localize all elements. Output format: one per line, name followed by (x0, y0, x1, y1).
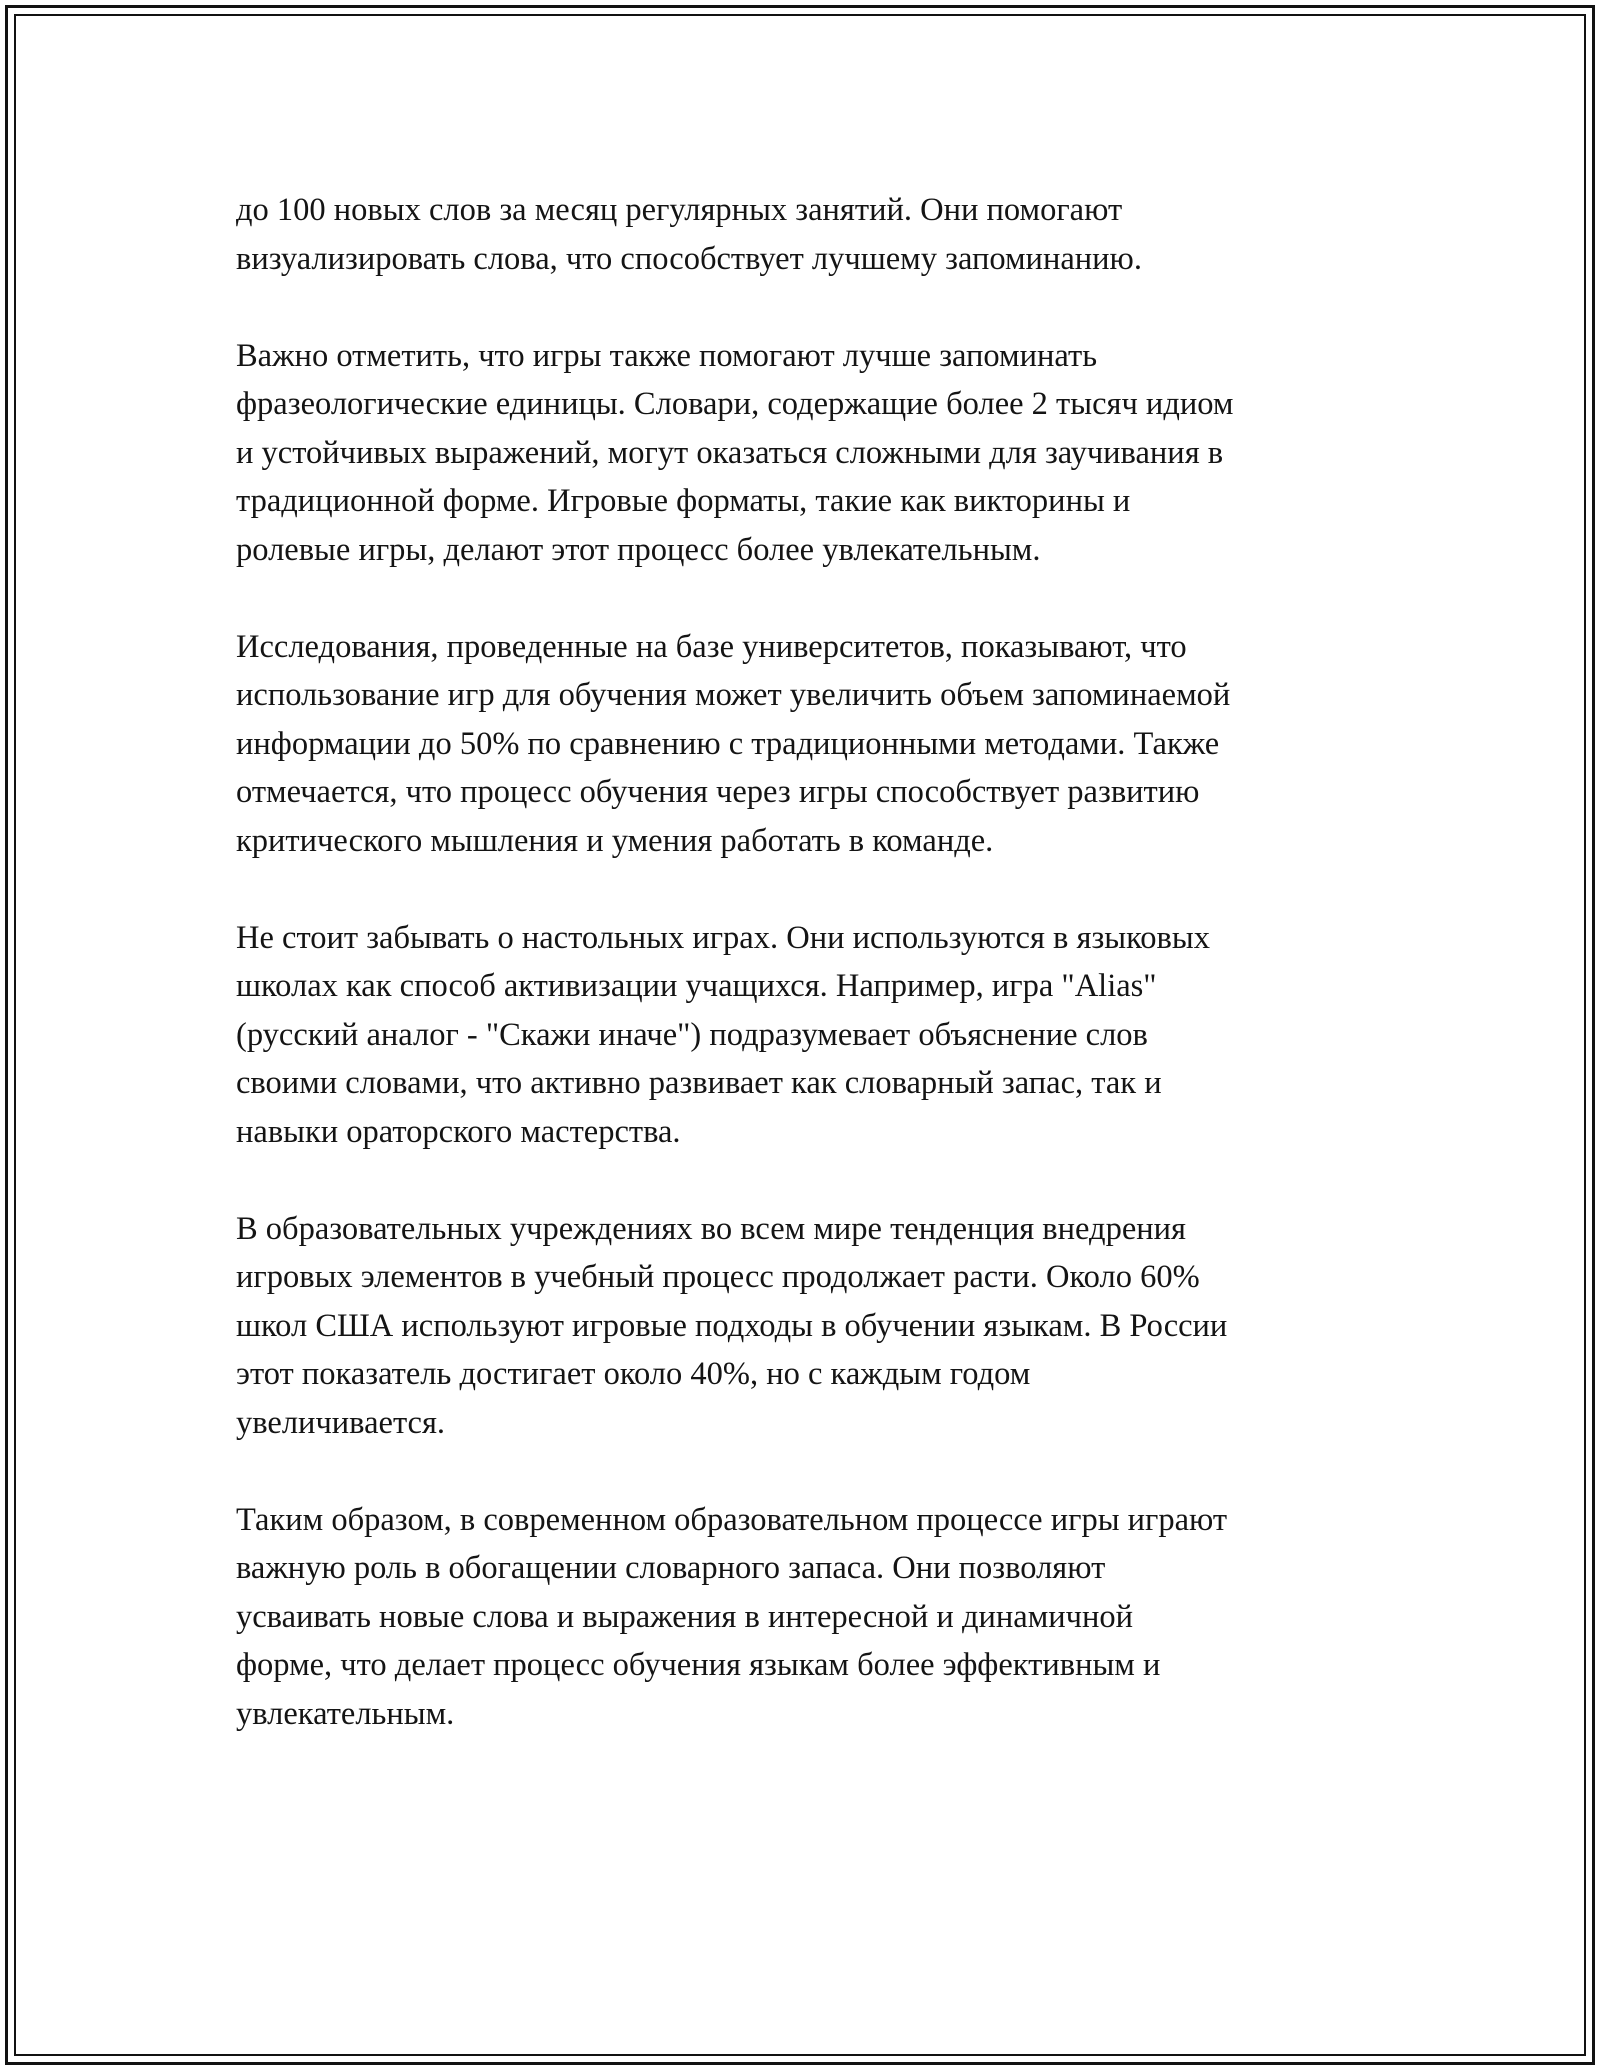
paragraph-5: В образовательных учреждениях во всем мире тенденция внедрения игровых элементов в учебный процесс продолжает расти. Около 60% школ США используют игровые подходы в обучении языкам. В России этот показатель достигает около 40%, но с каждым годом увеличивается. (236, 1210, 1228, 1441)
paragraph-2: Важно отметить, что игры также помогают лучше запоминать фразеологические единицы. Словари, содержащие более 2 тысяч идиом и устойчивых выражений, могут оказаться сложными для заучивания в традиционной форме. Игровые форматы, такие как викторины и ролевые игры, делают этот процесс более увлекательным. (236, 337, 1234, 568)
document-body (236, 186, 1386, 1787)
paragraph-3: Исследования, проведенные на базе университетов, показывают, что использование игр для обучения может увеличить объем запоминаемой информации до 50% по сравнению с традиционными методами. Также отмечается, что процесс обучения через игры способствует развитию критического мышления и умения работать в команде. (236, 628, 1231, 859)
paragraph-1: до 100 новых слов за месяц регулярных занятий. Они помогают визуализировать слова, что способствует лучшему запоминанию. (236, 192, 1142, 277)
paragraph-6: Таким образом, в современном образовательном процессе игры играют важную роль в обогащении словарного запаса. Они позволяют усваивать новые слова и выражения в интересной и динамичной форме, что делает процесс обучения языкам более эффективным и увлекательным. (236, 1501, 1228, 1732)
paragraph-4: Не стоит забывать о настольных играх. Они используются в языковых школах как способ активизации учащихся. Например, игра "Alias" (русский аналог - "Скажи иначе") подразумевает объяснение слов своими словами, что активно развивает как словарный запас, так и навыки ораторского мастерства. (236, 919, 1210, 1150)
